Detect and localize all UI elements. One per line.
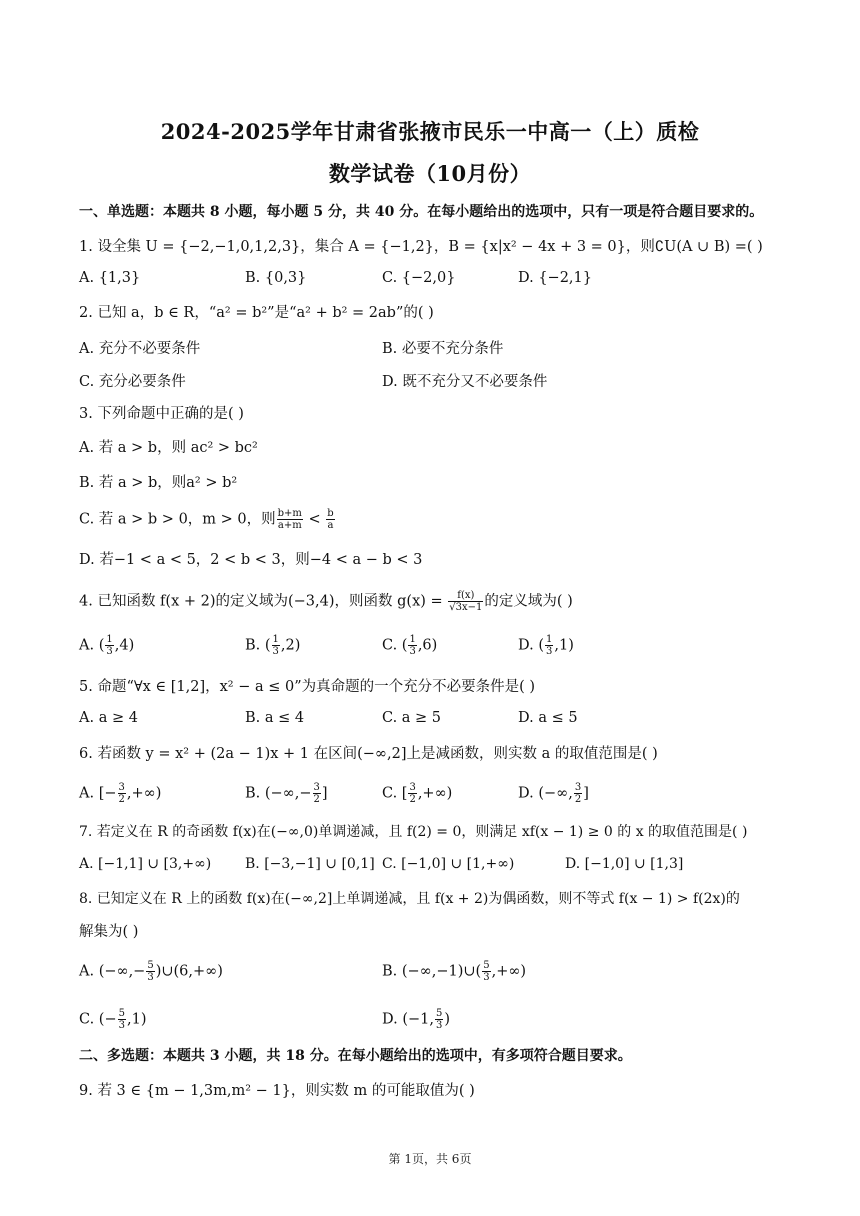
q8-option-d [382,1008,450,1031]
q4-option-b-den: 3 [272,646,279,657]
q6-option-d [518,782,589,805]
q4-option-d-pre: D. ( [518,637,544,654]
q2-options-row2 [79,370,799,392]
q4-option-b-frac [272,634,280,657]
q8-option-c-pre: C. (− [79,1011,117,1028]
q1-stem: 1. 设全集 U = {−2,−1,0,1,2,3}，集合 A = {−1,2}，B = {x|x² − 4x + 3 = 0}，则∁U(A ∪ B) =( ) [79,239,763,255]
q8-option-d-post: ) [444,1011,451,1028]
q4-option-a-den: 3 [106,646,113,657]
q4-option-d-num: 1 [545,634,553,645]
q4-stem-pre: 4. 已知函数 f(x + 2)的定义域为(−3,4)，则函数 g(x) = [79,593,448,610]
q6-option-a-num: 3 [118,782,125,793]
q8-option-d-frac [435,1008,443,1031]
q8-option-b-frac [482,960,490,983]
q3-stem: 3. 下列命题中正确的是( ) [79,406,244,422]
q5-options [79,710,799,732]
q8-option-c-den: 3 [118,1020,125,1031]
q3-fraction-1-num: b+m [277,508,302,519]
q6-option-d-num: 3 [574,782,582,793]
q6-stem: 6. 若函数 y = x² + (2a − 1)x + 1 在区间(−∞,2]上是减函数，则实数 a 的取值范围是( ) [79,746,658,762]
q4-option-b-num: 1 [272,634,279,645]
q6-option-d-post: ] [583,785,589,802]
q7-options [79,856,799,878]
q4-option-a-post: ,4) [114,637,135,654]
q6-option-b-num: 3 [313,782,320,793]
q4-option-a-frac [105,634,113,657]
q8-stem-line2: 解集为( ) [79,924,139,940]
q8-option-a-num: 5 [147,960,154,971]
q8-option-c [79,1008,146,1031]
q5-stem: 5. 命题“∀x ∈ [1,2]，x² − a ≤ 0”为真命题的一个充分不必要条件是( ) [79,679,536,695]
q6-option-c [382,782,452,805]
q2-option-c: C. 充分必要条件 [79,374,186,390]
q8-option-c-post: ,1) [126,1011,147,1028]
q6-option-d-pre: D. (−∞, [518,785,573,802]
q4-option-b-post: ,2) [280,637,301,654]
q5-option-b: B. a ≤ 4 [245,710,305,726]
exam-title-line2: 数学试卷（10月份） [328,161,532,186]
q4-option-d-frac [545,634,553,657]
q2-options-row1 [79,337,799,359]
q3-fraction-2-den: a [327,520,334,531]
q4-option-c-frac [408,634,416,657]
q8-option-b-num: 5 [483,960,490,971]
q8-option-a-pre: A. (−∞,− [79,963,146,980]
q4-option-c [382,634,437,657]
q8-option-b-pre: B. (−∞,−1)∪( [382,963,482,980]
q3-fraction-1-den: a+m [277,520,302,531]
q9-stem: 9. 若 3 ∈ {m − 1,3m,m² − 1}，则实数 m 的可能取值为( ) [79,1083,475,1099]
q3-fraction-2-num: b [327,508,334,519]
q8-options-row1 [79,960,799,986]
q6-option-a-den: 2 [118,794,125,805]
exam-title-line1: 2024-2025学年甘肃省张掖市民乐一中高一（上）质检 [160,119,700,144]
q7-option-b: B. [−3,−1] ∪ [0,1] [245,856,375,872]
q1-option-d: D. {−2,1} [518,270,592,286]
section1-heading: 一、单选题：本题共 8 小题，每小题 5 分，共 40 分。在每小题给出的选项中，只有一项是符合题目要求的。 [79,204,764,220]
q2-option-d: D. 既不充分又不必要条件 [382,374,548,390]
q4-option-a-num: 1 [106,634,113,645]
q1-option-a: A. {1,3} [79,270,141,286]
q3-option-c [79,508,336,531]
q4-option-d-post: ,1) [554,637,574,654]
q3-option-b: B. 若 a > b，则a² > b² [79,475,238,491]
q4-fraction-num: f(x) [448,590,483,602]
q4-option-c-den: 3 [409,646,416,657]
q6-option-d-den: 2 [574,794,582,805]
q6-option-c-den: 2 [409,794,416,805]
q8-options-row2 [79,1008,799,1034]
q4-fraction [448,590,483,613]
q2-option-b: B. 必要不充分条件 [382,341,504,357]
q3-option-a: A. 若 a > b，则 ac² > bc² [79,440,258,456]
q1-options [79,270,799,292]
section2-heading: 二、多选题：本题共 3 小题，共 18 分。在每小题给出的选项中，有多项符合题目要求。 [79,1048,632,1064]
q6-option-b-post: ] [321,785,328,802]
q8-option-b-den: 3 [483,972,490,983]
q4-option-c-post: ,6) [417,637,438,654]
q6-option-b-frac [313,782,321,805]
q7-option-a: A. [−1,1] ∪ [3,+∞) [79,856,212,872]
q6-option-b [245,782,328,805]
q8-option-a-frac [146,960,154,983]
q4-option-d [518,634,574,657]
q5-option-a: A. a ≥ 4 [79,710,138,726]
q8-option-b [382,960,526,983]
q5-option-c: C. a ≥ 5 [382,710,442,726]
q6-option-a-post: ,+∞) [126,785,162,802]
q2-stem: 2. 已知 a，b ∈ R，“a² = b²”是“a² + b² = 2ab”的( ) [79,305,434,321]
q6-option-c-num: 3 [409,782,416,793]
q8-option-b-post: ,+∞) [491,963,527,980]
q6-option-c-frac [408,782,416,805]
q8-option-a [79,960,223,983]
q8-option-a-post: )∪(6,+∞) [155,963,223,980]
q8-option-d-num: 5 [435,1008,443,1019]
q4-option-c-num: 1 [409,634,416,645]
q7-option-d: D. [−1,0] ∪ [1,3] [565,856,684,872]
q6-option-b-pre: B. (−∞,− [245,785,312,802]
q4-options [79,634,799,660]
q7-option-c: C. [−1,0] ∪ [1,+∞) [382,856,515,872]
q4-stem-post: 的定义域为( ) [484,593,573,610]
q4-option-b [245,634,300,657]
q4-option-a [79,634,134,657]
q7-stem: 7. 若定义在 R 的奇函数 f(x)在(−∞,0)单调递减，且 f(2) = 0，则满足 xf(x − 1) ≥ 0 的 x 的取值范围是( ) [79,824,748,840]
q6-option-d-frac [574,782,582,805]
q3-option-d: D. 若−1 < a < 5，2 < b < 3，则−4 < a − b < 3 [79,552,423,568]
q3-option-c-text: C. 若 a > b > 0，m > 0，则 [79,511,276,528]
q8-option-c-num: 5 [118,1008,125,1019]
q6-option-a-pre: A. [− [79,785,117,802]
q3-fraction-2 [326,508,334,531]
q8-option-d-pre: D. (−1, [382,1011,434,1028]
q6-option-c-post: ,+∞) [417,785,453,802]
q8-stem-line1: 8. 已知定义在 R 上的函数 f(x)在(−∞,2]上单调递减，且 f(x + 2)为偶函数，则不等式 f(x − 1) > f(2x)的 [79,891,740,907]
q6-option-a [79,782,161,805]
q8-option-a-den: 3 [147,972,154,983]
q3-fraction-1 [277,508,303,531]
q6-option-c-pre: C. [ [382,785,408,802]
q3-less-than: < [303,511,326,528]
q5-option-d: D. a ≤ 5 [518,710,578,726]
q4-option-b-pre: B. ( [245,637,271,654]
q1-option-c: C. {−2,0} [382,270,456,286]
q8-option-d-den: 3 [435,1020,443,1031]
page-footer: 第 1页，共 6页 [388,1152,472,1166]
q6-options [79,782,799,808]
q4-option-d-den: 3 [545,646,553,657]
q6-option-b-den: 2 [313,794,320,805]
q6-option-a-frac [118,782,126,805]
q4-option-c-pre: C. ( [382,637,408,654]
q4-option-a-pre: A. ( [79,637,105,654]
q2-option-a: A. 充分不必要条件 [79,341,201,357]
q4-fraction-den: √3x−1 [449,602,483,613]
q8-option-c-frac [118,1008,126,1031]
q1-option-b: B. {0,3} [245,270,307,286]
q4-stem [79,590,573,613]
